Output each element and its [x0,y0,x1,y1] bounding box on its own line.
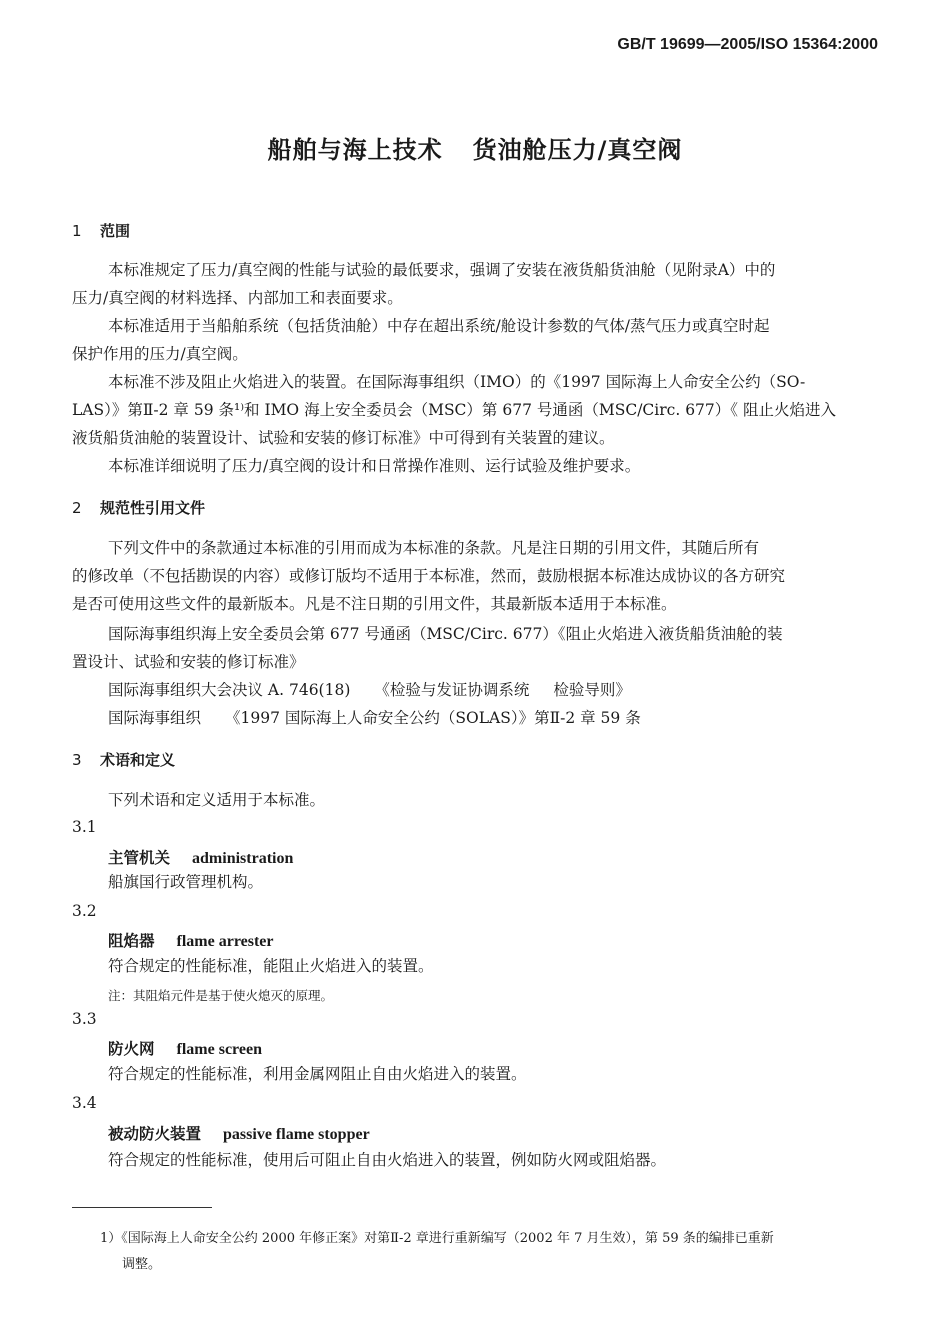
term-heading [108,929,274,951]
section-2-heading [72,497,205,518]
term-heading [108,1122,370,1144]
term-en: administration [192,850,294,867]
reference-line: 国际海事组织海上安全委员会第 677 号通函（MSC/Circ. 677）《阻止火焰进入液货船货油舱的装 [108,625,783,643]
term-number: 3.3 [72,1010,97,1028]
reference-line [108,676,631,704]
reference-line: 置设计、试验和安装的修订标准》 [72,653,305,671]
term-zh: 阻焰器 [108,932,155,950]
reference-title: 《1997 国际海上人命安全公约（SOLAS）》第Ⅱ-2 章 59 条 [225,709,641,727]
paragraph-line: 的修改单（不包括勘误的内容）或修订版均不适用于本标准，然而，鼓励根据本标准达成协议的各方研究 [72,567,786,585]
reference-title: 检验导则》 [553,681,631,699]
footnote-line: 1）《国际海上人命安全公约 2000 年修正案》对第Ⅱ-2 章进行重新编写（2002 年 7 月生效），第 59 条的编排已重新 [100,1231,774,1246]
paragraph-line: 本标准规定了压力/真空阀的性能与试验的最低要求，强调了安装在液货船货油舱（见附录A）中的 [108,261,776,279]
footnote-divider [72,1207,212,1208]
section-1-heading [72,220,130,241]
section-3-heading [72,749,175,770]
term-number: 3.4 [72,1094,97,1112]
term-definition: 船旗国行政管理机构。 [108,873,264,891]
term-definition: 符合规定的性能标准，能阻止火焰进入的装置。 [108,957,434,975]
paragraph-line: 下列文件中的条款通过本标准的引用而成为本标准的条款。凡是注日期的引用文件，其随后所有 [108,539,760,557]
section-title: 术语和定义 [100,751,176,769]
term-number: 3.1 [72,818,97,836]
title-part-2: 货油舱压力/真空阀 [472,136,683,164]
section-title: 范围 [100,222,131,240]
paragraph-line: 本标准详细说明了压力/真空阀的设计和日常操作准则、运行试验及维护要求。 [108,457,641,475]
paragraph-line: 本标准不涉及阻止火焰进入的装置。在国际海事组织（IMO）的《1997 国际海上人命安全公约（SO- [108,373,806,391]
section-number: 3 [72,751,82,769]
paragraph-line: 保护作用的压力/真空阀。 [72,345,248,363]
paragraph-line: 下列术语和定义适用于本标准。 [108,791,326,809]
term-heading [108,1037,262,1059]
paragraph-line: 本标准适用于当船舶系统（包括货油舱）中存在超出系统/舱设计参数的气体/蒸气压力或真空时起 [108,317,770,335]
term-en: flame arrester [176,933,274,950]
term-heading [108,846,293,868]
page-title [0,130,950,165]
paragraph-line: 压力/真空阀的材料选择、内部加工和表面要求。 [72,289,403,307]
term-definition: 符合规定的性能标准，利用金属网阻止自由火焰进入的装置。 [108,1065,527,1083]
paragraph-line: 液货船货油舱的装置设计、试验和安装的修订标准》中可得到有关装置的建议。 [72,429,615,447]
section-number: 2 [72,499,82,517]
section-title: 规范性引用文件 [100,499,206,517]
reference-source: 国际海事组织 [108,709,202,727]
paragraph-line: LAS）》第Ⅱ-2 章 59 条¹⁾和 IMO 海上安全委员会（MSC）第 677 号通函（MSC/Circ. 677）《 阻止火焰进入 [72,401,836,419]
standard-code: GB/T 19699—2005/ISO 15364:2000 [617,36,878,53]
term-zh: 被动防火装置 [108,1125,202,1143]
reference-line [108,704,641,732]
term-definition: 符合规定的性能标准，使用后可阻止自由火焰进入的装置，例如防火网或阻焰器。 [108,1151,667,1169]
title-part-1: 船舶与海上技术 [267,136,443,164]
paragraph-line: 是否可使用这些文件的最新版本。凡是不注日期的引用文件，其最新版本适用于本标准。 [72,595,677,613]
reference-title: 《检验与发证协调系统 [374,681,530,699]
term-zh: 主管机关 [108,849,171,867]
reference-source: 国际海事组织大会决议 A. 746(18) [108,681,351,699]
footnote-line: 调整。 [122,1257,162,1272]
term-en: flame screen [176,1041,262,1058]
section-number: 1 [72,222,82,240]
term-zh: 防火网 [108,1040,155,1058]
term-en: passive flame stopper [223,1126,370,1143]
term-note: 注：其阻焰元件是基于使火熄灭的原理。 [108,988,334,1003]
term-number: 3.2 [72,902,97,920]
